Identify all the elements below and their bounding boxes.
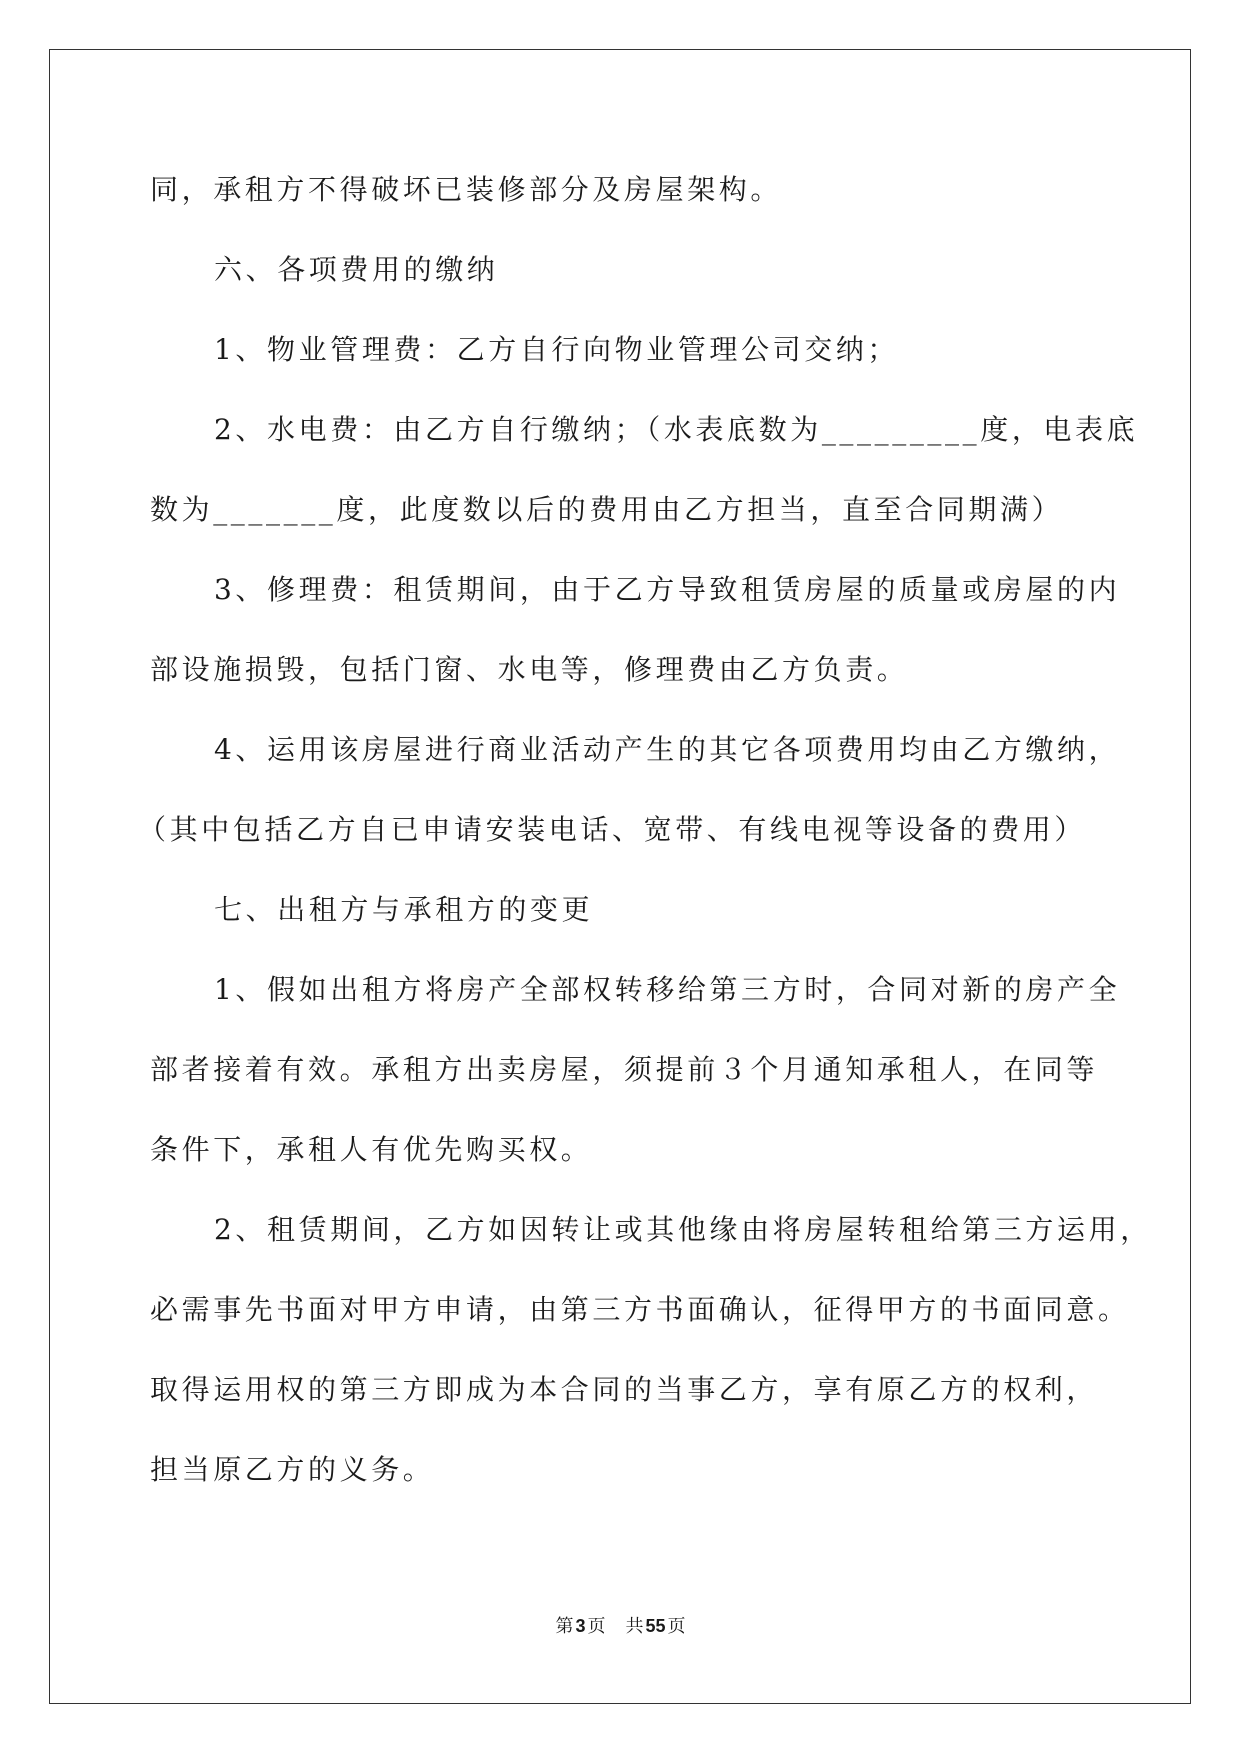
- text-line: 部设施损毁，包括门窗、水电等，修理费由乙方负责。: [150, 653, 909, 686]
- page-footer: [0, 1614, 1241, 1639]
- text-line: 必需事先书面对甲方申请，由第三方书面确认，征得甲方的书面同意。: [150, 1293, 1130, 1326]
- text-line: 3、修理费：租赁期间，由于乙方导致租赁房屋的质量或房屋的内: [214, 573, 1121, 606]
- text-line: 同，承租方不得破坏已装修部分及房屋架构。: [150, 173, 783, 206]
- text-line: 条件下，承租人有优先购买权。: [150, 1133, 593, 1166]
- total-pages: 55: [645, 1616, 666, 1636]
- text-line: （其中包括乙方自已申请安装电话、宽带、有线电视等设备的费用）: [138, 813, 1087, 846]
- text-line: 4、运用该房屋进行商业活动产生的其它各项费用均由乙方缴纳，: [214, 733, 1121, 766]
- text-line: 担当原乙方的义务。: [150, 1453, 435, 1486]
- footer-prefix: 第: [555, 1616, 574, 1637]
- text-line: 部者接着有效。承租方出卖房屋，须提前３个月通知承租人，在同等: [150, 1053, 1099, 1086]
- text-line: 数为_______度，此度数以后的费用由乙方担当，直至合同期满）: [150, 493, 1064, 526]
- text-line: 2、水电费：由乙方自行缴纳；（水表底数为_________度，电表底: [214, 413, 1139, 446]
- footer-page-suffix: 页: [587, 1616, 606, 1637]
- footer-total-prefix: 共: [625, 1616, 644, 1637]
- text-line: 2、租赁期间，乙方如因转让或其他缘由将房屋转租给第三方运用，: [214, 1213, 1152, 1246]
- text-line: 1、假如出租方将房产全部权转移给第三方时，合同对新的房产全: [214, 973, 1121, 1006]
- page-number: 3: [575, 1616, 586, 1636]
- section-heading: 七、出租方与承租方的变更: [214, 893, 594, 926]
- footer-total-suffix: 页: [667, 1616, 686, 1637]
- text-line: 取得运用权的第三方即成为本合同的当事乙方，享有原乙方的权利，: [150, 1373, 1099, 1406]
- section-heading: 六、各项费用的缴纳: [214, 253, 499, 286]
- text-line: 1、物业管理费：乙方自行向物业管理公司交纳；: [214, 333, 900, 366]
